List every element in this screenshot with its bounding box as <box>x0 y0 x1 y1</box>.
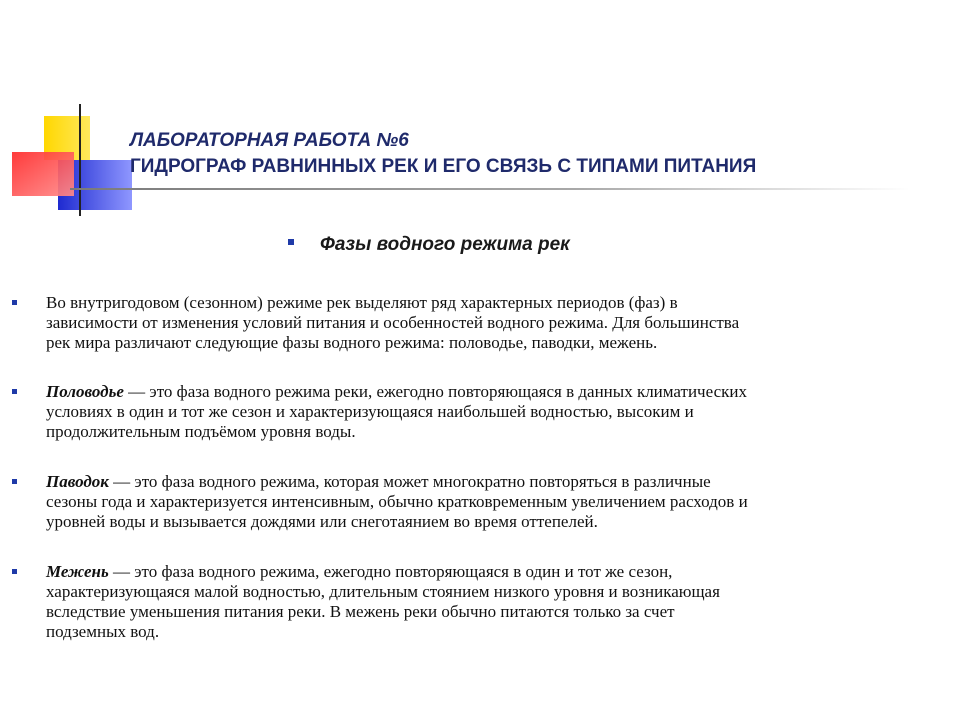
phase-line <box>46 382 932 402</box>
phase-term: Половодье <box>46 382 124 401</box>
phase-paragraph-low-water <box>12 562 932 642</box>
intro-paragraph <box>12 293 932 353</box>
phase-line <box>46 472 932 492</box>
phase-line: вследствие уменьшения питания реки. В межень реки обычно питаются только за счет <box>46 602 675 621</box>
phase-line <box>46 562 932 582</box>
phase-definition-start: — это фаза водного режима реки, ежегодно повторяющаяся в данных климатических <box>123 382 747 401</box>
phase-definition-start: — это фаза водного режима, ежегодно повторяющаяся в один и тот же сезон, <box>108 562 673 581</box>
phase-line: уровней воды и вызывается дождями или снеготаянием во время оттепелей. <box>46 512 598 531</box>
bullet-icon <box>12 389 17 394</box>
intro-line: Во внутригодовом (сезонном) режиме рек выделяют ряд характерных периодов (фаз) в <box>46 293 678 312</box>
phase-line: условиях в один и тот же сезон и характеризующаяся наибольшей водностью, высоким и <box>46 402 694 421</box>
phase-line: подземных вод. <box>46 622 160 641</box>
decorative-color-blocks <box>0 0 140 220</box>
phase-term: Паводок <box>46 472 109 491</box>
phase-paragraph-flood <box>12 382 932 442</box>
phase-line: сезоны года и характеризуется интенсивным, обычно кратковременным увеличением расходов и <box>46 492 748 511</box>
phase-term: Межень <box>46 562 109 581</box>
bullet-icon <box>12 479 17 484</box>
title-underline <box>70 188 910 190</box>
intro-line: зависимости от изменения условий питания и особенностей водного режима. Для большинства <box>46 313 740 332</box>
phase-line: продолжительным подъёмом уровня воды. <box>46 422 356 441</box>
bullet-icon <box>288 239 294 245</box>
title-line-1: ЛАБОРАТОРНАЯ РАБОТА №6 <box>130 130 409 151</box>
subheading <box>288 234 570 256</box>
phase-paragraph-freshet <box>12 472 932 532</box>
subheading-text: Фазы водного режима рек <box>320 234 570 255</box>
phase-definition-start: — это фаза водного режима, которая может многократно повторяться в различные <box>108 472 711 491</box>
bullet-icon <box>12 569 17 574</box>
title-line-2: ГИДРОГРАФ РАВНИННЫХ РЕК И ЕГО СВЯЗЬ С ТИПАМИ ПИТАНИЯ <box>130 156 757 177</box>
page-title <box>130 128 930 180</box>
red-square <box>12 152 74 196</box>
phase-line: характеризующаяся малой водностью, длительным стоянием низкого уровня и возникающая <box>46 582 720 601</box>
bullet-icon <box>12 300 17 305</box>
intro-line: рек мира различают следующие фазы водного режима: половодье, паводки, межень. <box>46 333 658 352</box>
